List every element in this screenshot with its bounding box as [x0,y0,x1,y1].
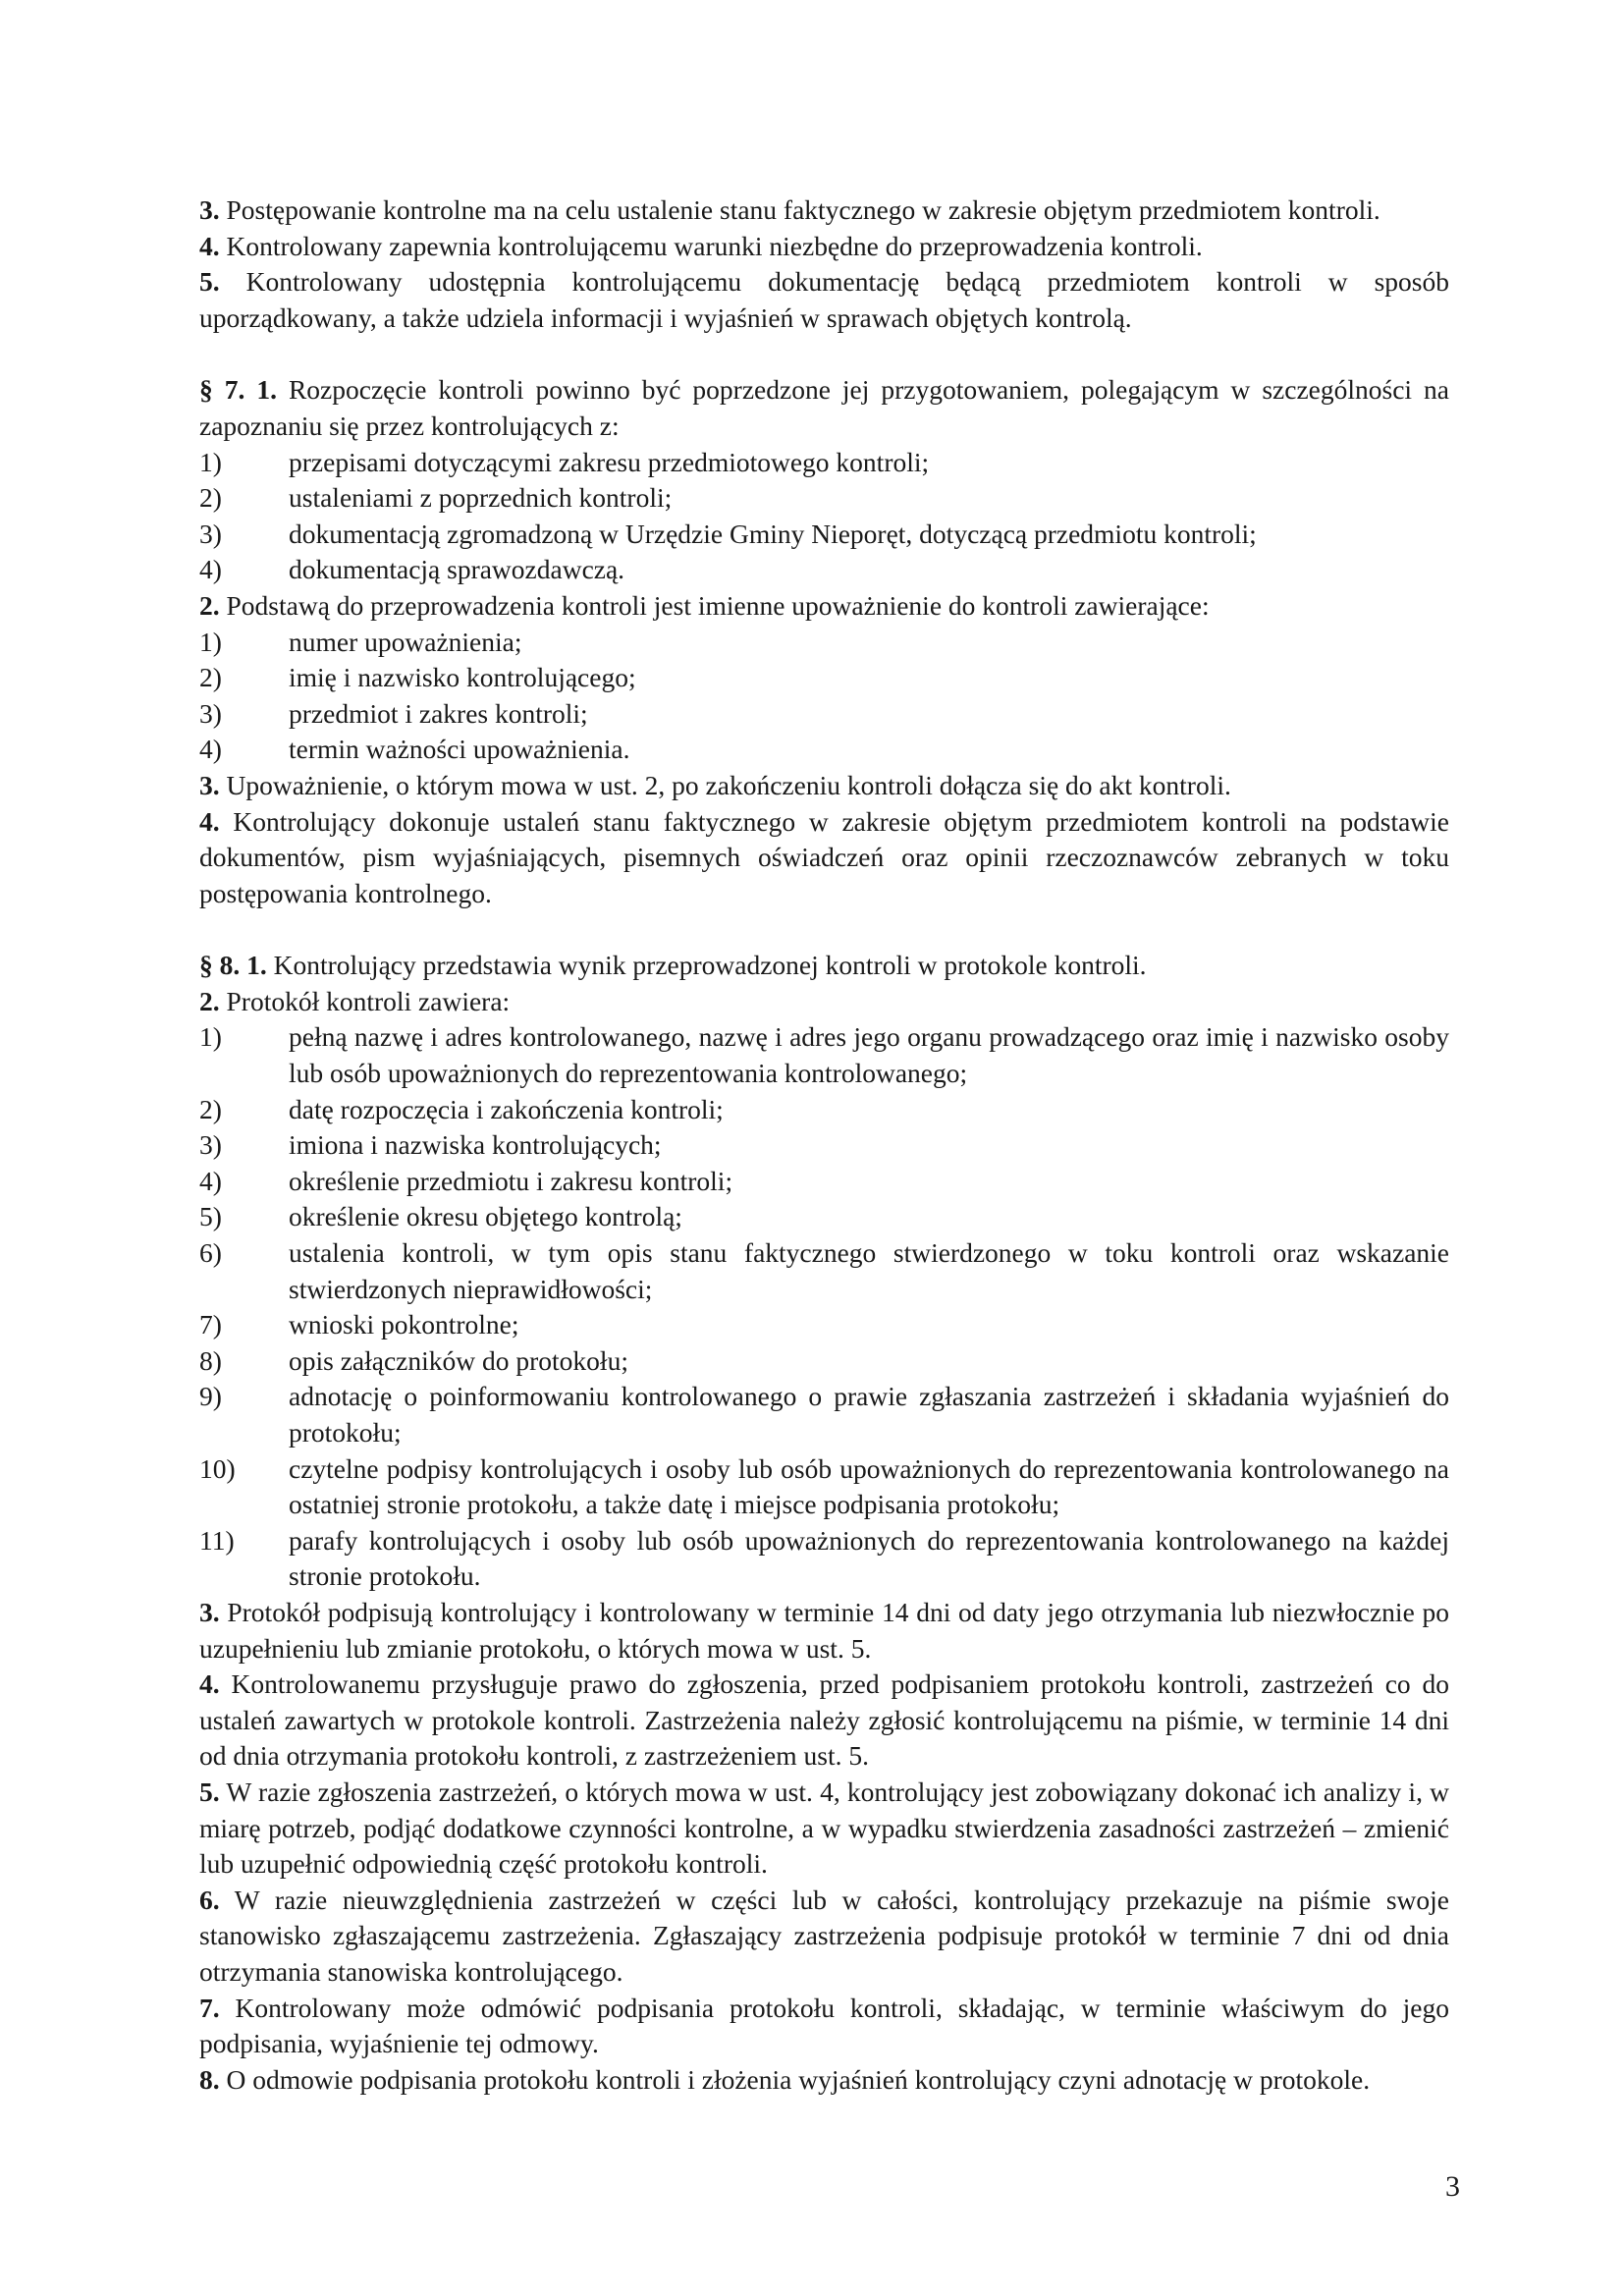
paragraph-number: 7. [199,1992,220,2023]
paragraph-number: 3. [199,1596,220,1627]
list-item-text: imiona i nazwiska kontrolujących; [289,1129,662,1161]
paragraph-text: Podstawą do przeprowadzenia kontroli jest imienne upoważnienie do kontroli zawierające: [219,589,1210,621]
section-8-heading: § 8. 1. [199,950,267,981]
list-item-text: dokumentacją zgromadzoną w Urzędzie Gminy Nieporęt, dotyczącą przedmiotu kontroli; [289,518,1257,549]
paragraph-number: 8. [199,2063,220,2095]
section-7-heading: § 7. 1. [199,374,277,406]
paragraph-text: Kontrolowany może odmówić podpisania protokołu kontroli, składając, w terminie właściwym do jego podpisania, wyjaśnienie tej odmowy. [199,1992,1449,2059]
paragraph-number: 3. [199,194,220,225]
paragraph-number: 4. [199,805,220,837]
list-item-text: określenie przedmiotu i zakresu kontroli; [289,1165,733,1196]
section-7-paragraph-4 [199,804,1449,912]
paragraph-text: Upoważnienie, o którym mowa w ust. 2, po zakończeniu kontroli dołącza się do akt kontroli. [219,769,1231,800]
list-item-text: opis załączników do protokołu; [289,1344,628,1376]
list-item [199,517,1449,553]
paragraph-text: W razie zgłoszenia zastrzeżeń, o których mowa w ust. 4, kontrolujący jest zobowiązany dokonać ich analizy i, w miarę potrzeb, podjąć dodatkowe czynności kontrolne, a w wypadku stwierdzenia zasadności zastrzeżeń – zmienić lub uzupełnić odpowiednią część protokołu kontroli. [199,1776,1449,1880]
paragraph-text: O odmowie podpisania protokołu kontroli i złożenia wyjaśnień kontrolujący czyni adnotację w protokole. [219,2063,1371,2095]
list-item [199,1235,1449,1307]
paragraph-text: Kontrolowanemu przysługuje prawo do zgłoszenia, przed podpisaniem protokołu kontroli, zastrzeżeń co do ustaleń zawartych w protokole kontroli. Zastrzeżenia należy zgłosić kontrolującemu na piśmie, w terminie 14 dni od dnia otrzymania protokołu kontroli, z zastrzeżeniem ust. 5. [199,1668,1449,1772]
section-8-paragraph-4 [199,1667,1449,1775]
paragraph-5 [199,264,1449,336]
list-item-text: datę rozpoczęcia i zakończenia kontroli; [289,1093,724,1124]
paragraph-number: 5. [199,1776,220,1807]
list-item-number: 8) [199,1344,222,1376]
paragraph-text: Rozpoczęcie kontroli powinno być poprzedzone jej przygotowaniem, polegającym w szczególności na zapoznaniu się przez kontrolujących z: [199,374,1449,441]
list-item-number: 4) [199,734,222,765]
list-item-text: numer upoważnienia; [289,626,522,657]
section-gap [199,336,1449,372]
section-8-paragraph-6 [199,1883,1449,1991]
list-item-number: 4) [199,1165,222,1196]
list-item-number: 9) [199,1381,222,1412]
list-item-number: 2) [199,1093,222,1124]
section-8-paragraph-2 [199,984,1449,1020]
section-8-paragraph-8 [199,2062,1449,2099]
list-item-text: określenie okresu objętego kontrolą; [289,1201,682,1232]
document-body [199,192,1449,2098]
paragraph-number: 3. [199,769,220,800]
list-item-text: parafy kontrolujących i osoby lub osób upoważnionych do reprezentowania kontrolowanego na każdej stronie protokołu. [289,1524,1449,1592]
section-8-paragraph-7 [199,1991,1449,2062]
list-item-text: termin ważności upoważnienia. [289,734,630,765]
list-item-number: 3) [199,1129,222,1161]
list-item-text: ustalenia kontroli, w tym opis stanu faktycznego stwierdzonego w toku kontroli oraz wskazanie stwierdzonych nieprawidłowości; [289,1237,1449,1304]
section-7-paragraph-2 [199,588,1449,625]
list-item [199,1523,1449,1595]
list-item [199,1127,1449,1164]
list-item-text: adnotację o poinformowaniu kontrolowanego o prawie zgłaszania zastrzeżeń i składania wyjaśnień do protokołu; [289,1381,1449,1448]
list-item [199,1199,1449,1235]
list-item [199,1164,1449,1200]
list-item-number: 5) [199,1201,222,1232]
paragraph-text: Kontrolujący dokonuje ustaleń stanu faktycznego w zakresie objętym przedmiotem kontroli na podstawie dokumentów, pism wyjaśniających, pisemnych oświadczeń oraz opinii rzeczoznawców zebranych w toku postępowania kontrolnego. [199,805,1449,908]
list-item-text: przedmiot i zakres kontroli; [289,697,588,729]
list-item [199,1019,1449,1091]
paragraph-number: 4. [199,1668,220,1700]
section-7-paragraph-3 [199,768,1449,804]
list-item-text: ustaleniami z poprzednich kontroli; [289,482,673,514]
list-item-number: 1) [199,446,222,477]
list-item [199,1343,1449,1380]
paragraph-number: 2. [199,985,220,1016]
list-item [199,1092,1449,1128]
list-item [199,1451,1449,1523]
list-item-text: dokumentacją sprawozdawczą. [289,554,625,585]
list-item [199,552,1449,588]
paragraph-3 [199,192,1449,229]
list-item-number: 10) [199,1452,236,1484]
paragraph-text: Kontrolowany zapewnia kontrolującemu warunki niezbędne do przeprowadzenia kontroli. [219,230,1203,261]
list-item-number: 6) [199,1237,222,1269]
list-item [199,480,1449,517]
paragraph-number: 4. [199,230,220,261]
list-item-text: przepisami dotyczącymi zakresu przedmiotowego kontroli; [289,446,930,477]
paragraph-text: Kontrolujący przedstawia wynik przeprowadzonej kontroli w protokole kontroli. [266,950,1147,981]
list-item-number: 11) [199,1524,235,1556]
list-item-number: 3) [199,518,222,549]
list-item-number: 1) [199,1021,222,1053]
paragraph-text: Postępowanie kontrolne ma na celu ustalenie stanu faktycznego w zakresie objętym przedmiotem kontroli. [219,194,1380,225]
list-item-number: 7) [199,1309,222,1340]
section-gap [199,911,1449,948]
list-item-number: 2) [199,662,222,693]
paragraph-text: Kontrolowany udostępnia kontrolującemu dokumentację będącą przedmiotem kontroli w sposób uporządkowany, a także udziela informacji i wyjaśnień w sprawach objętych kontrolą. [199,266,1449,333]
section-7-list-2 [199,625,1449,768]
paragraph-4 [199,229,1449,265]
paragraph-number: 5. [199,266,220,298]
list-item [199,1379,1449,1450]
section-8-list [199,1019,1449,1595]
list-item [199,732,1449,768]
list-item [199,660,1449,696]
list-item-number: 3) [199,697,222,729]
paragraph-text: Protokół podpisują kontrolujący i kontrolowany w terminie 14 dni od daty jego otrzymania lub niezwłocznie po uzupełnieniu lub zmianie protokołu, o których mowa w ust. 5. [199,1596,1449,1664]
paragraph-number: 2. [199,589,220,621]
section-8-paragraph-3 [199,1595,1449,1667]
section-7-paragraph-1 [199,372,1449,444]
section-8-paragraph-1 [199,948,1449,984]
list-item-number: 2) [199,482,222,514]
list-item-number: 4) [199,554,222,585]
list-item [199,625,1449,661]
paragraph-text: W razie nieuwzględnienia zastrzeżeń w części lub w całości, kontrolujący przekazuje na piśmie swoje stanowisko zgłaszającemu zastrzeżenia. Zgłaszający zastrzeżenia podpisuje protokół w terminie 7 dni od dnia otrzymania stanowiska kontrolującego. [199,1884,1449,1987]
paragraph-text: Protokół kontroli zawiera: [219,985,511,1016]
section-7-list-1 [199,445,1449,588]
list-item [199,1307,1449,1343]
page-number: 3 [1445,2170,1460,2203]
list-item-text: pełną nazwę i adres kontrolowanego, nazwę i adres jego organu prowadzącego oraz imię i nazwisko osoby lub osób upoważnionych do reprezentowania kontrolowanego; [289,1021,1449,1089]
list-item-text: czytelne podpisy kontrolujących i osoby lub osób upoważnionych do reprezentowania kontrolowanego na ostatniej stronie protokołu, a także datę i miejsce podpisania protokołu; [289,1452,1449,1520]
list-item [199,696,1449,733]
paragraph-number: 6. [199,1884,220,1915]
list-item [199,445,1449,481]
list-item-number: 1) [199,626,222,657]
list-item-text: wnioski pokontrolne; [289,1309,519,1340]
section-8-paragraph-5 [199,1775,1449,1883]
list-item-text: imię i nazwisko kontrolującego; [289,662,636,693]
